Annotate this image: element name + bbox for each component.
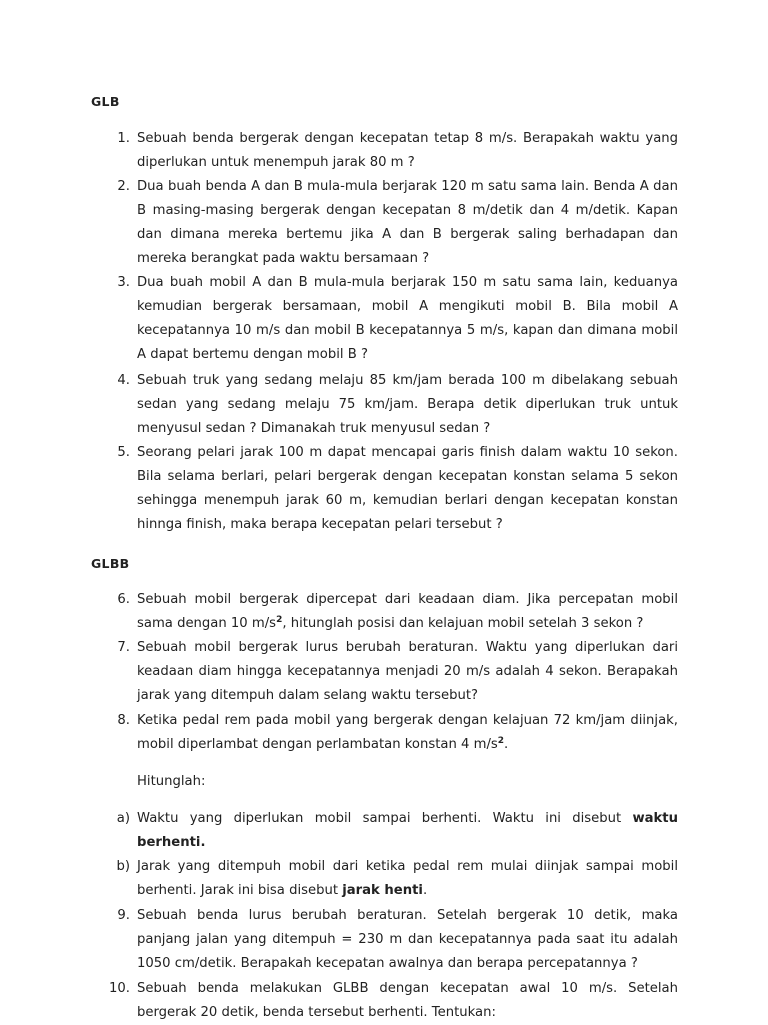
item-text-part: Waktu yang diperlukan mobil sampai berhenti. Waktu ini disebut bbox=[137, 811, 633, 826]
item-text: Seorang pelari jarak 100 m dapat mencapai garis finish dalam waktu 10 sekon. Bila selama berlari, pelari bergerak dengan kecepatan konstan selama 5 sekon sehingga menempuh jarak 60 m, kemudian berlari dengan kecepatan konstan hinnga finish, maka berapa kecepatan pelari tersebut ? bbox=[137, 445, 678, 532]
item-text bbox=[137, 588, 678, 636]
list-item bbox=[104, 271, 678, 367]
item-text: Dua buah mobil A dan B mula-mula berjarak 150 m satu sama lain, keduanya kemudian bergerak bersamaan, mobil A mengikuti mobil B. Bila mobil A kecepatannya 10 m/s dan mobil B kecepatannya 5 m/s, kapan dan dimana mobil A dapat bertemu dengan mobil B ? bbox=[137, 275, 678, 362]
item-text-part: . bbox=[200, 835, 206, 850]
list-item bbox=[104, 127, 678, 175]
superscript: 2 bbox=[497, 736, 505, 747]
list-item bbox=[104, 977, 678, 1025]
bold-term: jarak henti bbox=[342, 883, 423, 898]
item-number: 2. bbox=[117, 179, 130, 194]
item-text: Dua buah benda A dan B mula-mula berjarak 120 m satu sama lain. Benda A dan B masing-masing bergerak dengan kecepatan 8 m/detik dan 4 m/detik. Kapan dan dimana mereka bertemu jika A dan B bergerak saling berhadapan dan mereka berangkat pada waktu bersamaan ? bbox=[137, 179, 678, 266]
list-item bbox=[104, 709, 678, 757]
item-text bbox=[137, 807, 678, 855]
item-number: 1. bbox=[117, 131, 130, 146]
list-item bbox=[104, 369, 678, 441]
item-text-part: Sebuah mobil bergerak dipercepat dari keadaan diam. Jika percepatan mobil sama dengan 10 m/s bbox=[137, 592, 678, 631]
list-item bbox=[104, 855, 678, 903]
item-number: 8. bbox=[117, 713, 130, 728]
item-text-part: Ketika pedal rem pada mobil yang bergerak dengan kelajuan 72 km/jam diinjak, mobil diperlambat dengan perlambatan konstan 4 m/s bbox=[137, 713, 678, 752]
item-number: 3. bbox=[117, 275, 130, 290]
item-letter: a) bbox=[116, 811, 130, 826]
bold-term: waktu berhenti bbox=[137, 811, 678, 850]
list-item bbox=[104, 175, 678, 271]
item-text bbox=[137, 709, 678, 757]
item-text-part: . bbox=[422, 883, 428, 898]
superscript: 2 bbox=[276, 615, 283, 626]
item-number: 10. bbox=[109, 981, 130, 996]
list-item bbox=[104, 636, 678, 708]
section-title-glb: GLB bbox=[91, 94, 120, 109]
item-text: Sebuah truk yang sedang melaju 85 km/jam berada 100 m dibelakang sebuah sedan yang sedang melaju 75 km/jam. Berapa detik diperlukan truk untuk menyusul sedan ? Dimanakah truk menyusul sedan ? bbox=[137, 373, 678, 436]
item-text: Sebuah benda melakukan GLBB dengan kecepatan awal 10 m/s. Setelah bergerak 20 detik, benda tersebut berhenti. Tentukan: bbox=[137, 981, 678, 1020]
item-text bbox=[137, 855, 678, 903]
item-number: 7. bbox=[117, 640, 130, 655]
item-number: 4. bbox=[117, 373, 130, 388]
hitunglah-label: Hitunglah: bbox=[137, 774, 206, 789]
item-text: Sebuah benda lurus berubah beraturan. Setelah bergerak 10 detik, maka panjang jalan yang ditempuh = 230 m dan kecepatannya pada saat itu adalah 1050 cm/detik. Berapakah kecepatan awalnya dan berapa percepatannya ? bbox=[137, 908, 678, 971]
section-title-glbb: GLBB bbox=[91, 556, 130, 571]
item-letter: b) bbox=[116, 859, 130, 874]
item-text: Sebuah benda bergerak dengan kecepatan tetap 8 m/s. Berapakah waktu yang diperlukan untuk menempuh jarak 80 m ? bbox=[137, 131, 678, 170]
list-item bbox=[104, 904, 678, 976]
item-text-part: , hitunglah posisi dan kelajuan mobil setelah 3 sekon ? bbox=[282, 616, 644, 631]
list-item bbox=[104, 588, 678, 636]
item-text-part: . bbox=[504, 737, 509, 752]
item-number: 9. bbox=[117, 908, 130, 923]
list-item bbox=[104, 441, 678, 537]
item-text-part: Jarak yang ditempuh mobil dari ketika pedal rem mulai diinjak sampai mobil berhenti. Jarak ini bisa disebut bbox=[137, 859, 678, 898]
item-number: 6. bbox=[117, 592, 130, 607]
item-text: Sebuah mobil bergerak lurus berubah beraturan. Waktu yang diperlukan dari keadaan diam hingga kecepatannya menjadi 20 m/s adalah 4 sekon. Berapakah jarak yang ditempuh dalam selang waktu tersebut? bbox=[137, 640, 678, 703]
list-item bbox=[104, 807, 678, 855]
item-number: 5. bbox=[117, 445, 130, 460]
